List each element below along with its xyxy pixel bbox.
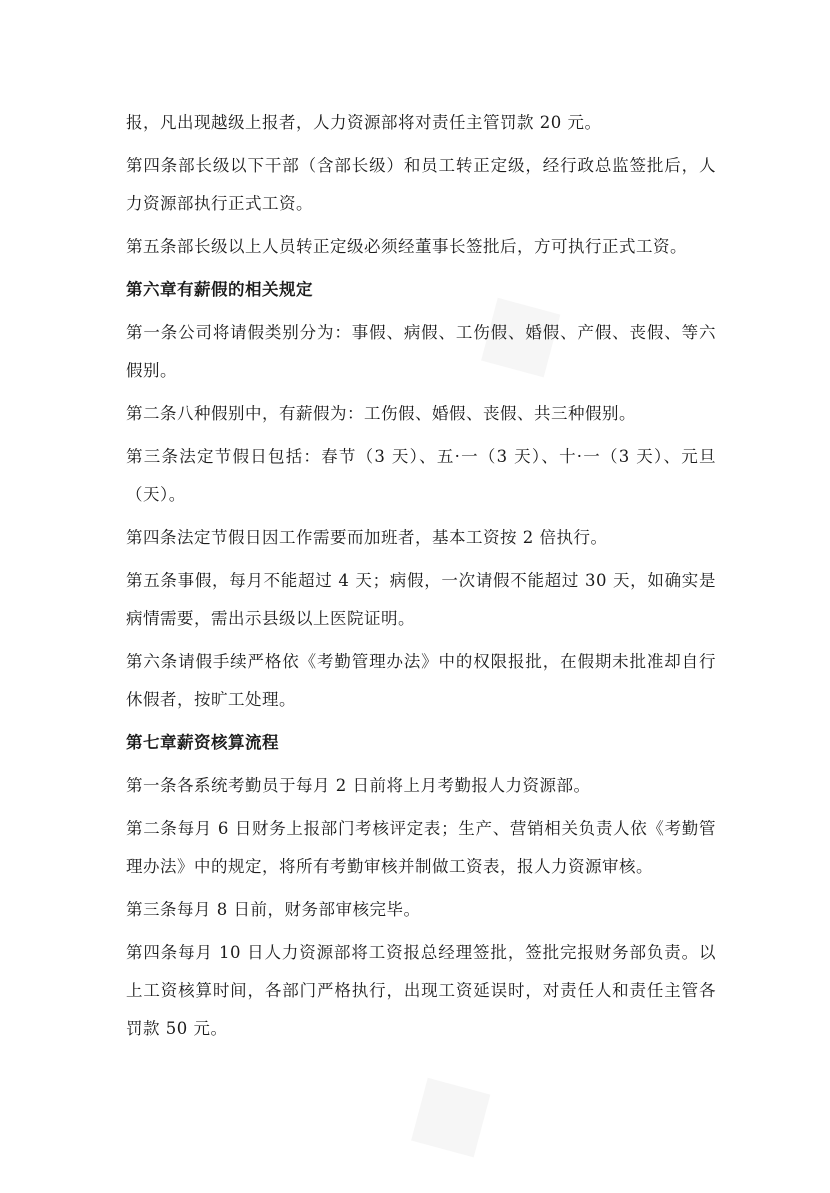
paragraph: 第四条法定节假日因工作需要而加班者，基本工资按 2 倍执行。 [126, 528, 608, 547]
chapter-heading: 第七章薪资核算流程 [126, 733, 279, 752]
paragraph: 第一条各系统考勤员于每月 2 日前将上月考勤报人力资源部。 [126, 776, 591, 795]
paragraph: 第二条八种假别中，有薪假为：工伤假、婚假、丧假、共三种假别。 [126, 404, 636, 423]
paragraph: 第四条每月 10 日人力资源部将工资报总经理签批，签批完报财务部负责。以上工资核算时间，各部门严格执行，出现工资延误时，对责任人和责任主管各罚款 50 元。 [126, 943, 716, 1038]
document-body [126, 104, 716, 1053]
paragraph: 第六条请假手续严格依《考勤管理办法》中的权限报批，在假期未批准却自行休假者，按旷工处理。 [126, 652, 716, 709]
paragraph: 第一条公司将请假类别分为：事假、病假、工伤假、婚假、产假、丧假、等六假别。 [126, 323, 716, 380]
paragraph: 第五条部长级以上人员转正定级必须经董事长签批后，方可执行正式工资。 [126, 237, 687, 256]
paragraph: 第三条每月 8 日前，财务部审核完毕。 [126, 900, 421, 919]
paragraph: 第五条事假，每月不能超过 4 天；病假，一次请假不能超过 30 天，如确实是病情需要，需出示县级以上医院证明。 [126, 571, 716, 628]
paragraph: 第三条法定节假日包括：春节（3 天）、五·一（3 天）、十·一（3 天）、元旦（天）。 [126, 447, 716, 504]
paragraph: 报，凡出现越级上报者，人力资源部将对责任主管罚款 20 元。 [126, 113, 602, 132]
paragraph: 第二条每月 6 日财务上报部门考核评定表；生产、营销相关负责人依《考勤管理办法》中的规定，将所有考勤审核并制做工资表，报人力资源审核。 [126, 819, 716, 876]
paragraph: 第四条部长级以下干部（含部长级）和员工转正定级，经行政总监签批后，人力资源部执行正式工资。 [126, 156, 716, 213]
chapter-heading: 第六章有薪假的相关规定 [126, 280, 313, 299]
